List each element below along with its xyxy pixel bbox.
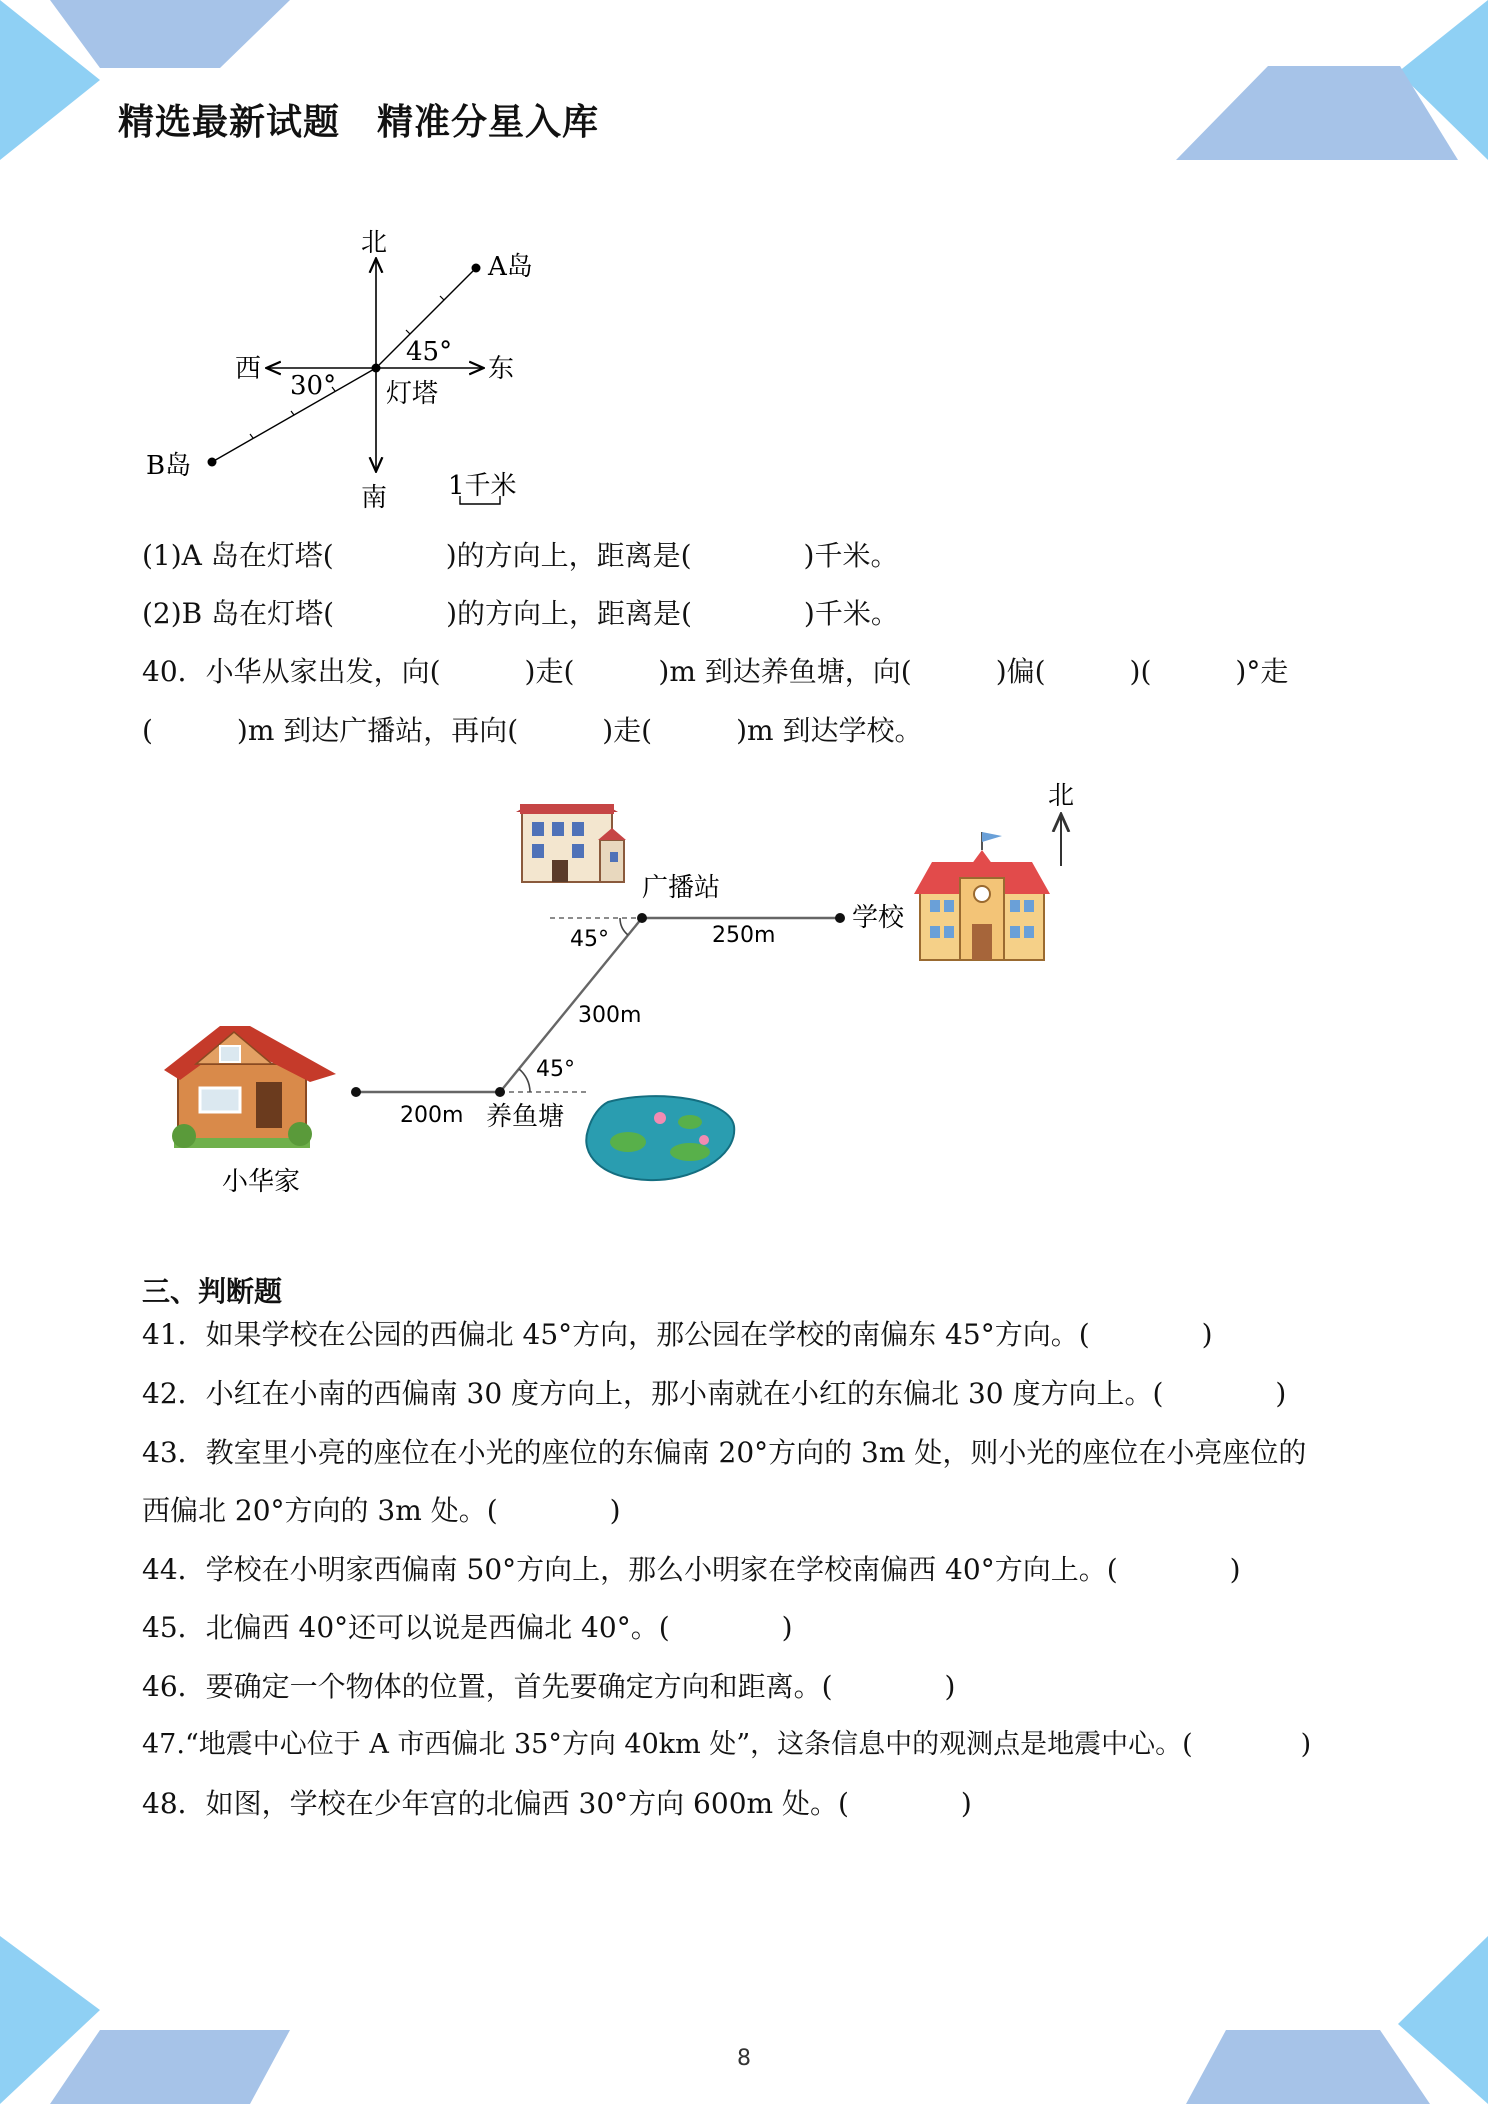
station-point (637, 913, 647, 923)
home-house-icon (164, 1026, 336, 1148)
question-47: 47.“地震中心位于 A 市西偏北 35°方向 40km 处”，这条信息中的观测点是地震中心。( ) (142, 1729, 1312, 1760)
section-heading: 三、判断题 (142, 1275, 283, 1308)
lighthouse-point (372, 364, 381, 373)
route-label-station: 广播站 (642, 873, 721, 903)
school-building-icon (914, 832, 1050, 960)
label-island-b: B岛 (146, 451, 192, 481)
question-46: 46．要确定一个物体的位置，首先要确定方向和距离。( ) (142, 1670, 956, 1703)
q40-line-2: ( )m 到达广播站，再向( )走( )m 到达学校。 (142, 714, 923, 747)
route-label-pond: 养鱼塘 (486, 1102, 565, 1132)
page-number: 8 (737, 2046, 751, 2071)
question-41: 41．如果学校在公园的西偏北 45°方向，那公园在学校的南偏东 45°方向。( ) (142, 1318, 1213, 1351)
school-point (835, 913, 845, 923)
island-b-point (208, 458, 217, 467)
fish-pond-icon (586, 1096, 734, 1180)
island-a-point (472, 264, 481, 273)
route-diagram (160, 770, 1120, 1210)
question-43-line-1: 43．教室里小亮的座位在小光的座位的东偏南 20°方向的 3m 处，则小光的座位在小亮座位的 (142, 1436, 1307, 1469)
label-island-a: A岛 (488, 252, 533, 282)
broadcast-station-icon (516, 804, 626, 882)
question-42: 42．小红在小南的西偏南 30 度方向上，那小南就在小红的东偏北 30 度方向上。( ) (142, 1377, 1287, 1410)
route-angle-station: 45° (570, 927, 609, 952)
home-point (351, 1087, 361, 1097)
label-south: 南 (361, 483, 388, 513)
label-west: 西 (235, 354, 262, 384)
label-scale: 1千米 (448, 471, 517, 501)
q39-line-1: (1)A 岛在灯塔( )的方向上，距离是( )千米。 (142, 539, 899, 572)
route-distance-2: 300m (578, 1003, 642, 1028)
pond-point (495, 1087, 505, 1097)
route-label-home: 小华家 (222, 1167, 301, 1197)
question-48: 48．如图，学校在少年宫的北偏西 30°方向 600m 处。( ) (142, 1787, 972, 1820)
question-43-line-2: 西偏北 20°方向的 3m 处。( ) (142, 1494, 621, 1527)
q40-line-1: 40．小华从家出发，向( )走( )m 到达养鱼塘，向( )偏( )( )°走 (142, 655, 1289, 688)
route-distance-3: 250m (712, 923, 776, 948)
label-lighthouse: 灯塔 (386, 379, 439, 409)
question-45: 45．北偏西 40°还可以说是西偏北 40°。( ) (142, 1611, 793, 1644)
compass-diagram (130, 220, 550, 520)
route-distance-1: 200m (400, 1103, 464, 1128)
label-angle-b: 30° (290, 371, 337, 401)
label-east: 东 (488, 354, 515, 384)
route-label-north: 北 (1048, 781, 1075, 811)
route-angle-pond: 45° (536, 1057, 575, 1082)
label-angle-a: 45° (406, 337, 453, 367)
header-title: 精选最新试题 精准分星入库 (118, 102, 600, 143)
q39-line-2: (2)B 岛在灯塔( )的方向上，距离是( )千米。 (142, 597, 899, 630)
question-44: 44．学校在小明家西偏南 50°方向上，那么小明家在学校南偏西 40°方向上。( ) (142, 1553, 1241, 1586)
label-north: 北 (361, 228, 388, 258)
route-label-school: 学校 (852, 903, 905, 933)
